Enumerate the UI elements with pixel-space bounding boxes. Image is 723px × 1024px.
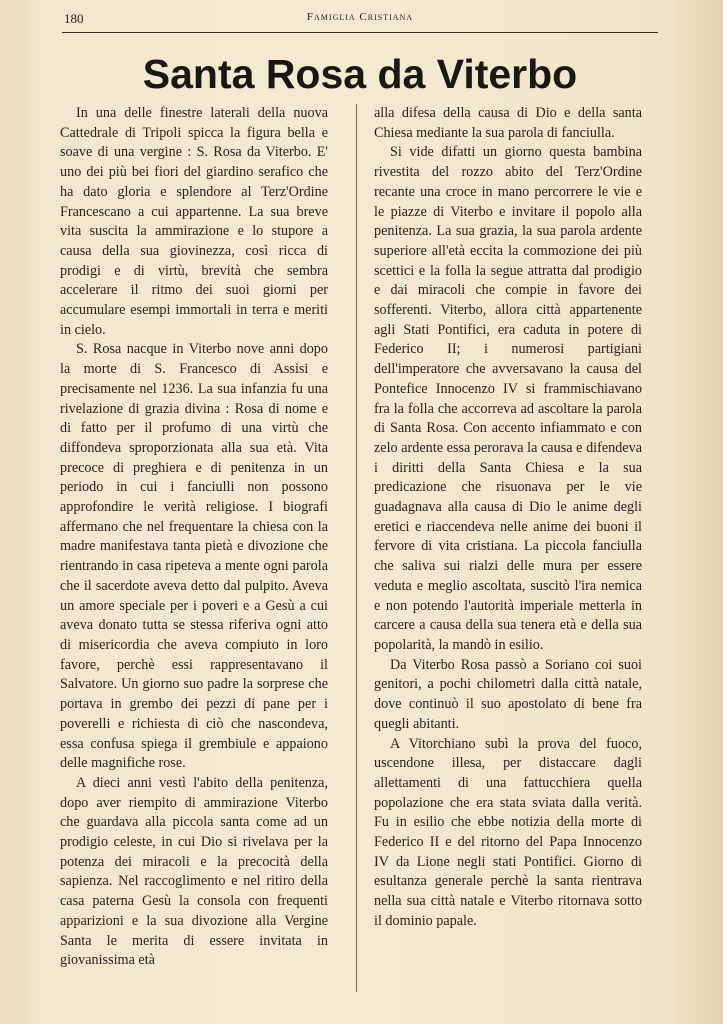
article-title: Santa Rosa da Viterbo bbox=[142, 51, 578, 97]
page-header bbox=[62, 10, 658, 33]
right-column bbox=[374, 104, 642, 932]
paragraph: In una delle finestre laterali della nuova Cattedrale di Tripoli spicca la figura bella e soave di una vergine : S. Rosa da Viterbo. E' uno dei più bei fiori del giardino serafico che ha dato gloria e splendore al Terz'Ordine Francescano a cui appartenne. La sua breve vita suscita la ammirazione e lo stupore a causa della sua giovinezza, così ricca di prodigi e di virtù, brevità che sembra accelerare il ritmo dei suoi giorni per accumulare esempi immortali in terra e meriti in cielo. bbox=[60, 105, 328, 338]
paragraph: Da Viterbo Rosa passò a Soriano coi suoi genitori, a pochi chilometri dalla città natale, dove continuò il suo apostolato di bene fra quegli abitanti. bbox=[374, 656, 642, 732]
paragraph: A dieci anni vestì l'abito della penitenza, dopo aver riempito di ammirazione Viterbo che guardava alla piccola santa come ad un prodigio celeste, in cui Dio si rivelava per la potenza dei miracoli e la precocità della sapienza. Nel raccoglimento e nel ritiro della casa paterna Gesù la consola con frequenti apparizioni e la sua divozione alla Vergine Santa le merita di essere invitata in giovanissima età bbox=[60, 774, 328, 969]
left-column bbox=[60, 104, 328, 971]
paragraph: alla difesa della causa di Dio e della santa Chiesa mediante la sua parola di fanciulla. bbox=[374, 105, 642, 141]
paragraph: S. Rosa nacque in Viterbo nove anni dopo la morte di S. Francesco di Assisi e precisamente nel 1236. La sua infanzia fu una rivelazione di grazia divina : Rosa di nome e di fatto per il profumo di una virtù che diffondeva sproporzionata alla sua età. Vita precoce di preghiera e di penitenza in un periodo in cui i fanciulli non possono approfondire le verità religiose. I biografi affermano che nel frequentare la chiesa con la madre manifestava tanta pietà e divozione che rientrando in casa ripeteva a mente ogni parola che il sacerdote aveva detto dal pulpito. Aveva un amore speciale per i poveri e a Gesù a cui aveva donato tutta se stessa riferiva ogni atto di misericordia che aveva compiuto in loro favore, perchè essi rappresentavano il Salvatore. Un giorno suo padre la sorprese che portava in grembo dei pezzi di pane per i poverelli e richiesta di ciò che nascondeva, essa confusa spiega il grembiule e appaiono delle magnifiche rose. bbox=[60, 341, 328, 772]
paragraph: A Vitorchiano subì la prova del fuoco, uscendone illesa, per distaccare dagli allettamenti di una fattucchiera quella popolazione che era stata sviata dalla verità. Fu in esilio che ebbe notizia della morte di Federico II e del ritorno del Papa Innocenzo IV da Lione negli stati Pontifici. Giorno di esultanza generale perchè la santa rientrava nella sua città natale e Viterbo ritornava sotto il dominio papale. bbox=[374, 735, 642, 929]
paragraph: Si vide difatti un giorno questa bambina rivestita del rozzo abito del Terz'Ordine recante una croce in mano percorrere le vie e le piazze di Viterbo e invitare il popolo alla penitenza. La sua grazia, la sua parola ardente superiore all'età eccita la commozione dei più scettici e la folla la segue attratta dal prodigio e dai miracoli che compie in favore dei sofferenti. Viterbo, allora città appartenente agli Stati Pontifici, era caduta in potere di Federico II; i numerosi partigiani dell'imperatore che avversavano la causa del Pontefice Innocenzo IV si frammischiavano fra la folla che accorreva ad ascoltare la parola di Santa Rosa. Con accento infiammato e con zelo ardente essa perorava la causa e difendeva i diritti della Santa Chiesa e la sua predicazione che risuonava per le vie guadagnava alla causa di Dio le anime degli eretici e riaccendeva nelle anime dei buoni il fervore di vita cristiana. La piccola fanciulla che saliva sui rialzi delle mura per essere veduta e meglio ascoltata, suscitò l'ira nemica e non potendo l'autorità imperiale metterla in carcere a causa della sua tenera età e della sua popolarità, la mandò in esilio. bbox=[374, 144, 642, 653]
running-head: Famiglia Cristiana bbox=[306, 11, 414, 23]
column-divider bbox=[356, 104, 357, 992]
page-number: 180 bbox=[64, 11, 84, 26]
